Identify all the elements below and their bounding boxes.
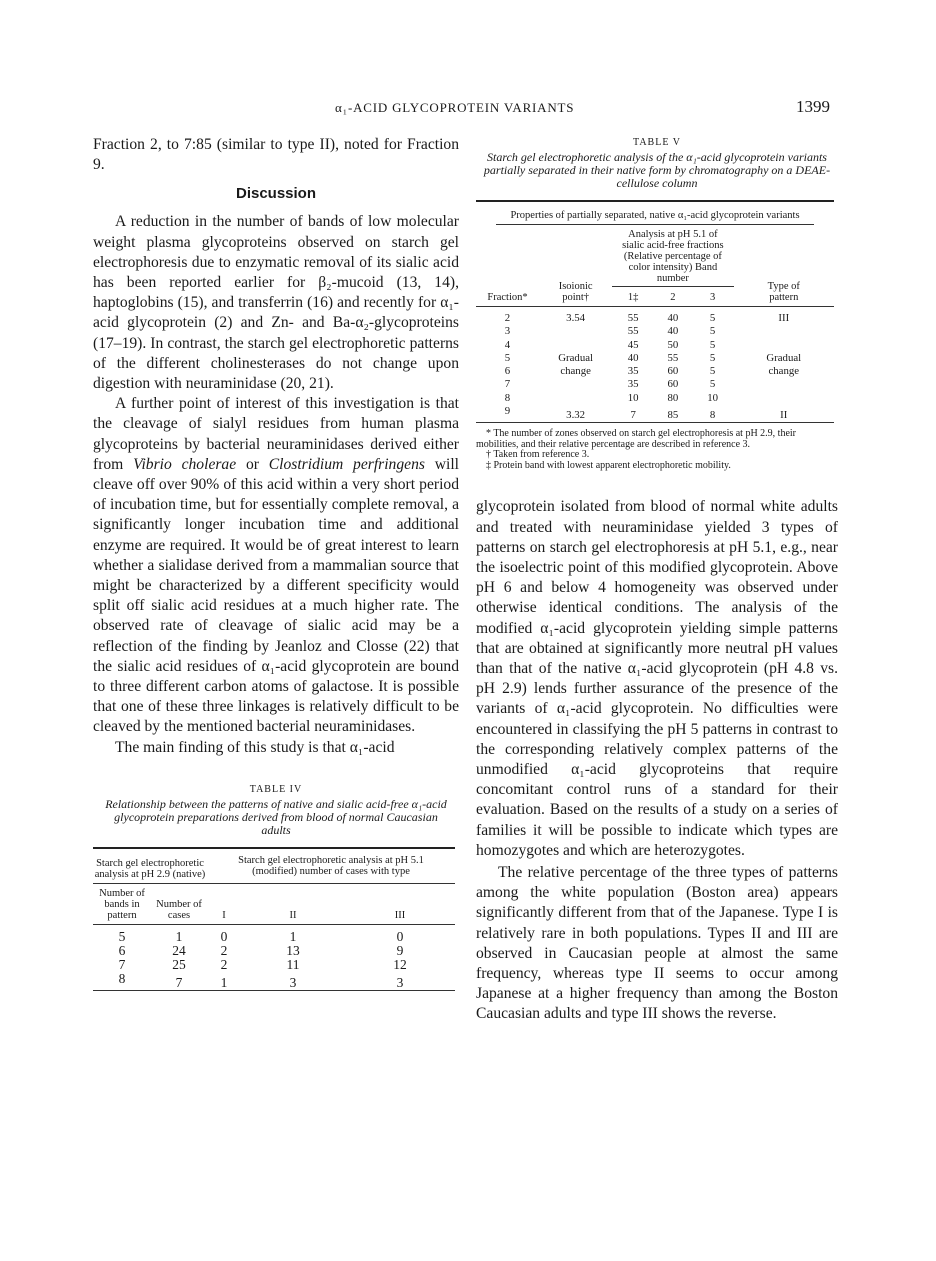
table-row: 3 55 40 5 (504, 325, 716, 338)
table-row: 7 35 60 5 (504, 378, 716, 391)
table-iv-group1-header: Starch gel electrophoretic analysis at pH 2.9 (native) (93, 848, 207, 884)
table-v-footnote-1: * The number of zones observed on starch gel electrophoresis at pH 2.9, their mobilities, and their relative percentage are described in reference 3. (476, 428, 796, 450)
table-v-col-band-2: 2 (654, 287, 692, 307)
table-iv-group2-header: Starch gel electrophoretic analysis at pH 5.1 (modified) number of cases with type (238, 854, 424, 877)
table-row: 8 10 80 10 (504, 391, 719, 404)
section-heading-discussion: Discussion (235, 185, 317, 203)
table-iv-grid (93, 847, 455, 991)
table-iv-col-cases: Number of cases (151, 883, 207, 924)
discussion-paragraph-3: The main finding of this study is that α₁-acid (115, 738, 395, 756)
table-row: 7 25 2 11 12 (118, 956, 407, 972)
table-v-col-band-3: 3 (692, 287, 734, 307)
table-v-footnotes (476, 429, 838, 471)
running-title: α₁-ACID GLYCOPROTEIN VARIANTS (335, 100, 575, 115)
table-v-footnote-3: ‡ Protein band with lowest apparent electrophoretic mobility. (486, 459, 731, 471)
table-v-title: Starch gel electrophoretic analysis of the α₁-acid glycoprotein variants partially separated in their native form by chromatography on a DEAE-cellulose column (483, 150, 831, 190)
table-iv-col-type-1: I (207, 883, 241, 924)
table-row: 6 change 35 60 5 change (504, 365, 800, 378)
left-column (93, 135, 459, 991)
table-iv-col-type-2: II (241, 883, 345, 924)
table-row: 2 3.54 55 40 5 III (504, 312, 790, 324)
page-number: 1399 (796, 97, 830, 116)
table-iv-title: Relationship between the patterns of native and sialic acid-free α₁-acid glycoprotein preparations derived from blood of normal Caucasian adults (105, 796, 447, 837)
table-v-col-fraction: Fraction* (476, 225, 539, 307)
table-iv-label: TABLE IV (249, 783, 303, 795)
table-v-footnote-2: † Taken from reference 3. (486, 449, 590, 461)
table-v-group-header: Properties of partially separated, native α₁-acid glycoprotein variants (496, 210, 814, 225)
table-v-col-band-1: 1‡ (612, 287, 654, 307)
table-row: 5 1 0 1 0 (118, 928, 404, 944)
right-column (476, 135, 838, 1025)
table-row: 4 45 50 5 (504, 338, 716, 351)
table-iv (93, 784, 459, 991)
table-v-col-isoionic: Isoionic point† (539, 225, 612, 307)
table-row: 5 Gradual 40 55 5 Gradual (504, 351, 802, 364)
intro-paragraph: Fraction 2, to 7:85 (similar to type II), noted for Fraction 9. (93, 136, 459, 174)
table-v-subgroup-header: Analysis at pH 5.1 of sialic acid-free fractions (Relative percentage of color intensity) Band number (612, 225, 733, 287)
main-finding-paragraph: glycoprotein isolated from blood of normal white adults and treated with neuraminidase yielded 3 types of patterns on starch gel electrophoresis at pH 5.1, e.g., near the isoelectric point of this modified glycoprotein. Above pH 6 and below 4 homogeneity was observed under otherwise identical conditions. The analysis of the modified α₁-acid glycoprotein yielding simple patterns that are obtained at significantly more neutral pH values than that of the native α₁-acid glycoprotein (pH 4.8 vs. pH 2.9) lends further assurance of the presence of the variants of α₁-acid glycoprotein. No difficulties were encountered in classifying the pH 5 patterns in contrast to the corresponding relatively complex patterns of the unmodified α₁-acid glycoproteins that require concomitant control runs of a standard for their evaluation. Based on the results of a study on a series of families it will be possible to indicate which types are homozygotes and which are heterozygotes. (476, 498, 838, 859)
discussion-paragraph-2: A further point of interest of this investigation is that the cleavage of sialyl residues from human plasma glycoproteins by bacterial neuraminidases derived either from Vibrio cholerae or Clostridium perfringens will cleave off over 90% of this acid within a very short period of incubation time, but for essentially complete removal, a significantly longer incubation time and additional enzyme are required. It would be of great interest to learn whether a sialidase derived from a mammalian source that might be characterized by a different specificity would split off sialic acid residues at a much higher rate. The observed rate of cleavage of sialic acid may be a reflection of the finding by Jeanloz and Closse (22) that the sialic acid residues of α₁-acid glycoprotein are bound to three different carbon atoms of galactose. It is possible that one of these three linkages is relatively difficult to be cleaved by the mentioned bacterial neuraminidases. (93, 395, 459, 736)
table-row: 9 3.32 7 85 8 II (476, 405, 834, 423)
table-row: 6 24 2 13 9 (118, 942, 404, 958)
running-head (0, 97, 936, 120)
table-v-grid (476, 200, 834, 423)
table-iv-col-bands: Number of bands in pattern (93, 883, 151, 924)
table-row: 8 7 1 3 3 (93, 972, 455, 991)
population-paragraph: The relative percentage of the three types of patterns among the white population (Boston area) appears significantly different from that of the Japanese. Type I is relatively rare in both populations. Types II and III are observed in Caucasian people at almost the same frequency, whereas type II seems to occur among Japanese at a higher frequency than among the Boston Caucasian adults and type III shows the reverse. (476, 864, 838, 1023)
table-v (476, 137, 838, 471)
discussion-paragraph-1: A reduction in the number of bands of low molecular weight plasma glycoproteins observed on starch gel electrophoresis due to enzymatic removal of its sialic acid has been reported earlier for β₂-mucoid (13, 14), haptoglobins (15), and transferrin (16) and recently for α₁-acid glycoprotein (2) and Zn- and Ba-α₂-glycoproteins (17–19). In contrast, the starch gel electrophoretic patterns of the different cholinesterases do not change upon digestion with neuraminidase (20, 21). (93, 213, 459, 393)
table-iv-col-type-3: III (345, 883, 455, 924)
table-v-col-type: Type of pattern (734, 225, 834, 307)
table-v-label: TABLE V (633, 137, 681, 148)
